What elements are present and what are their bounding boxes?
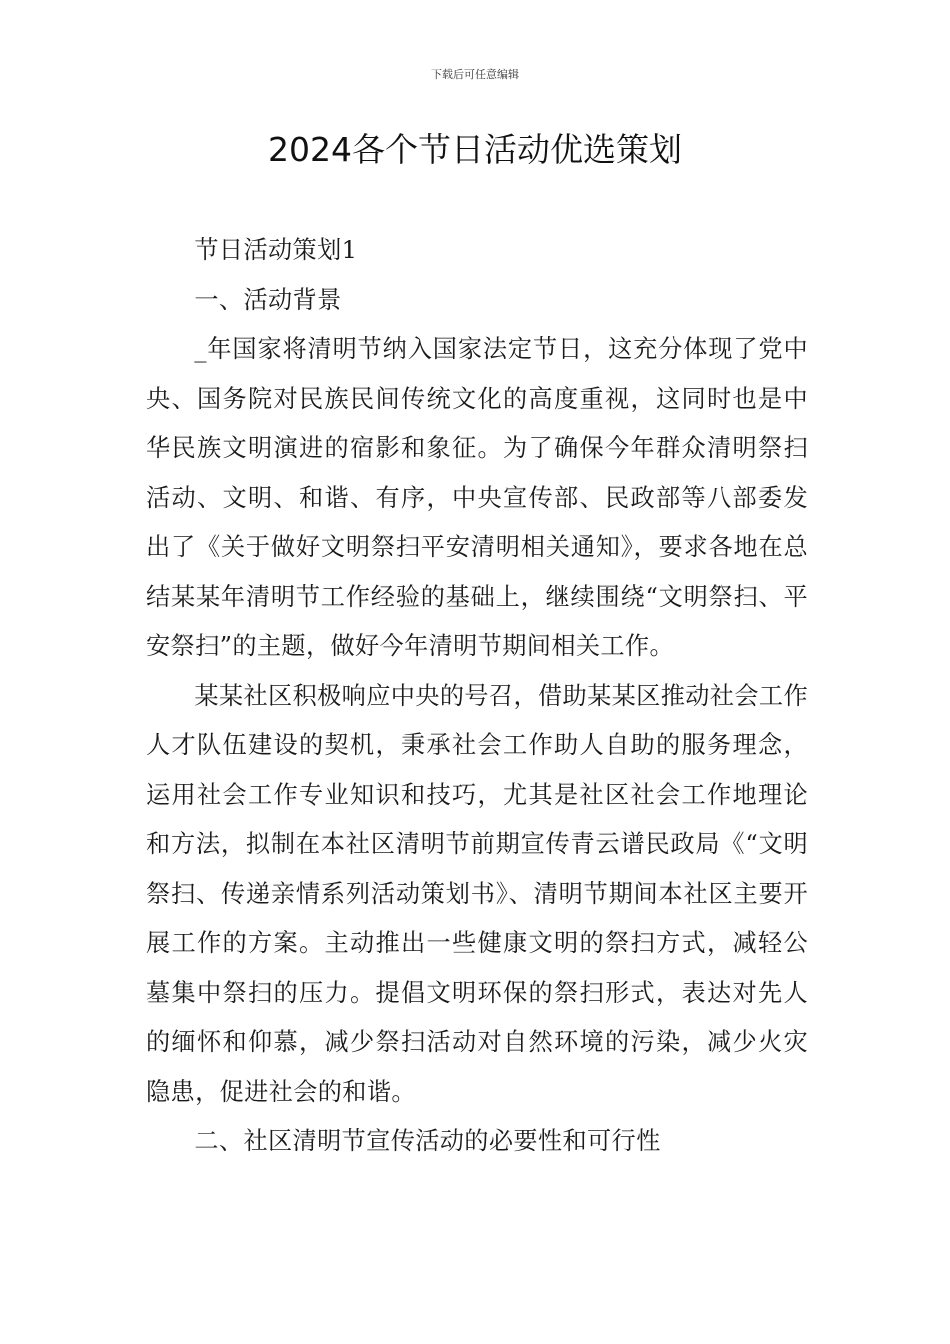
paragraph-section-background: 一、活动背景 xyxy=(194,285,342,314)
paragraph-plan-heading: 节日活动策划1 xyxy=(194,236,358,264)
document-title: 2024各个节日活动优选策划 xyxy=(268,130,682,169)
header-note: 下载后可任意编辑 xyxy=(431,68,519,81)
paragraph-background-text: _年国家将清明节纳入国家法定节日，这充分体现了党中央、国务院对民族民间传统文化的高度重视，这同时也是中华民族文明演进的宿影和象征。为了确保今年群众清明祭扫活动、文明、和谐、有序，中央宣传部、民政部等八部委发出了《关于做好文明祭扫平安清明相关通知》，要求各地在总结某某年清明节工作经验的基础上，继续围绕“文明祭扫、平安祭扫”的主题，做好今年清明节期间相关工作。 xyxy=(146,335,808,660)
paragraph-community-response: 某某社区积极响应中央的号召，借助某某区推动社会工作人才队伍建设的契机，秉承社会工作助人自助的服务理念，运用社会工作专业知识和技巧，尤其是社区社会工作地理论和方法，拟制在本社区清明节前期宣传青云谱民政局《“文明祭扫、传递亲情系列活动策划书》、清明节期间本社区主要开展工作的方案。主动推出一些健康文明的祭扫方式，减轻公墓集中祭扫的压力。提倡文明环保的祭扫形式，表达对先人的缅怀和仰慕，减少祭扫活动对自然环境的污染，减少火灾隐患，促进社会的和谐。 xyxy=(146,681,808,1106)
document-body xyxy=(146,226,808,1167)
paragraph-section-necessity: 二、社区清明节宣传活动的必要性和可行性 xyxy=(194,1127,661,1155)
